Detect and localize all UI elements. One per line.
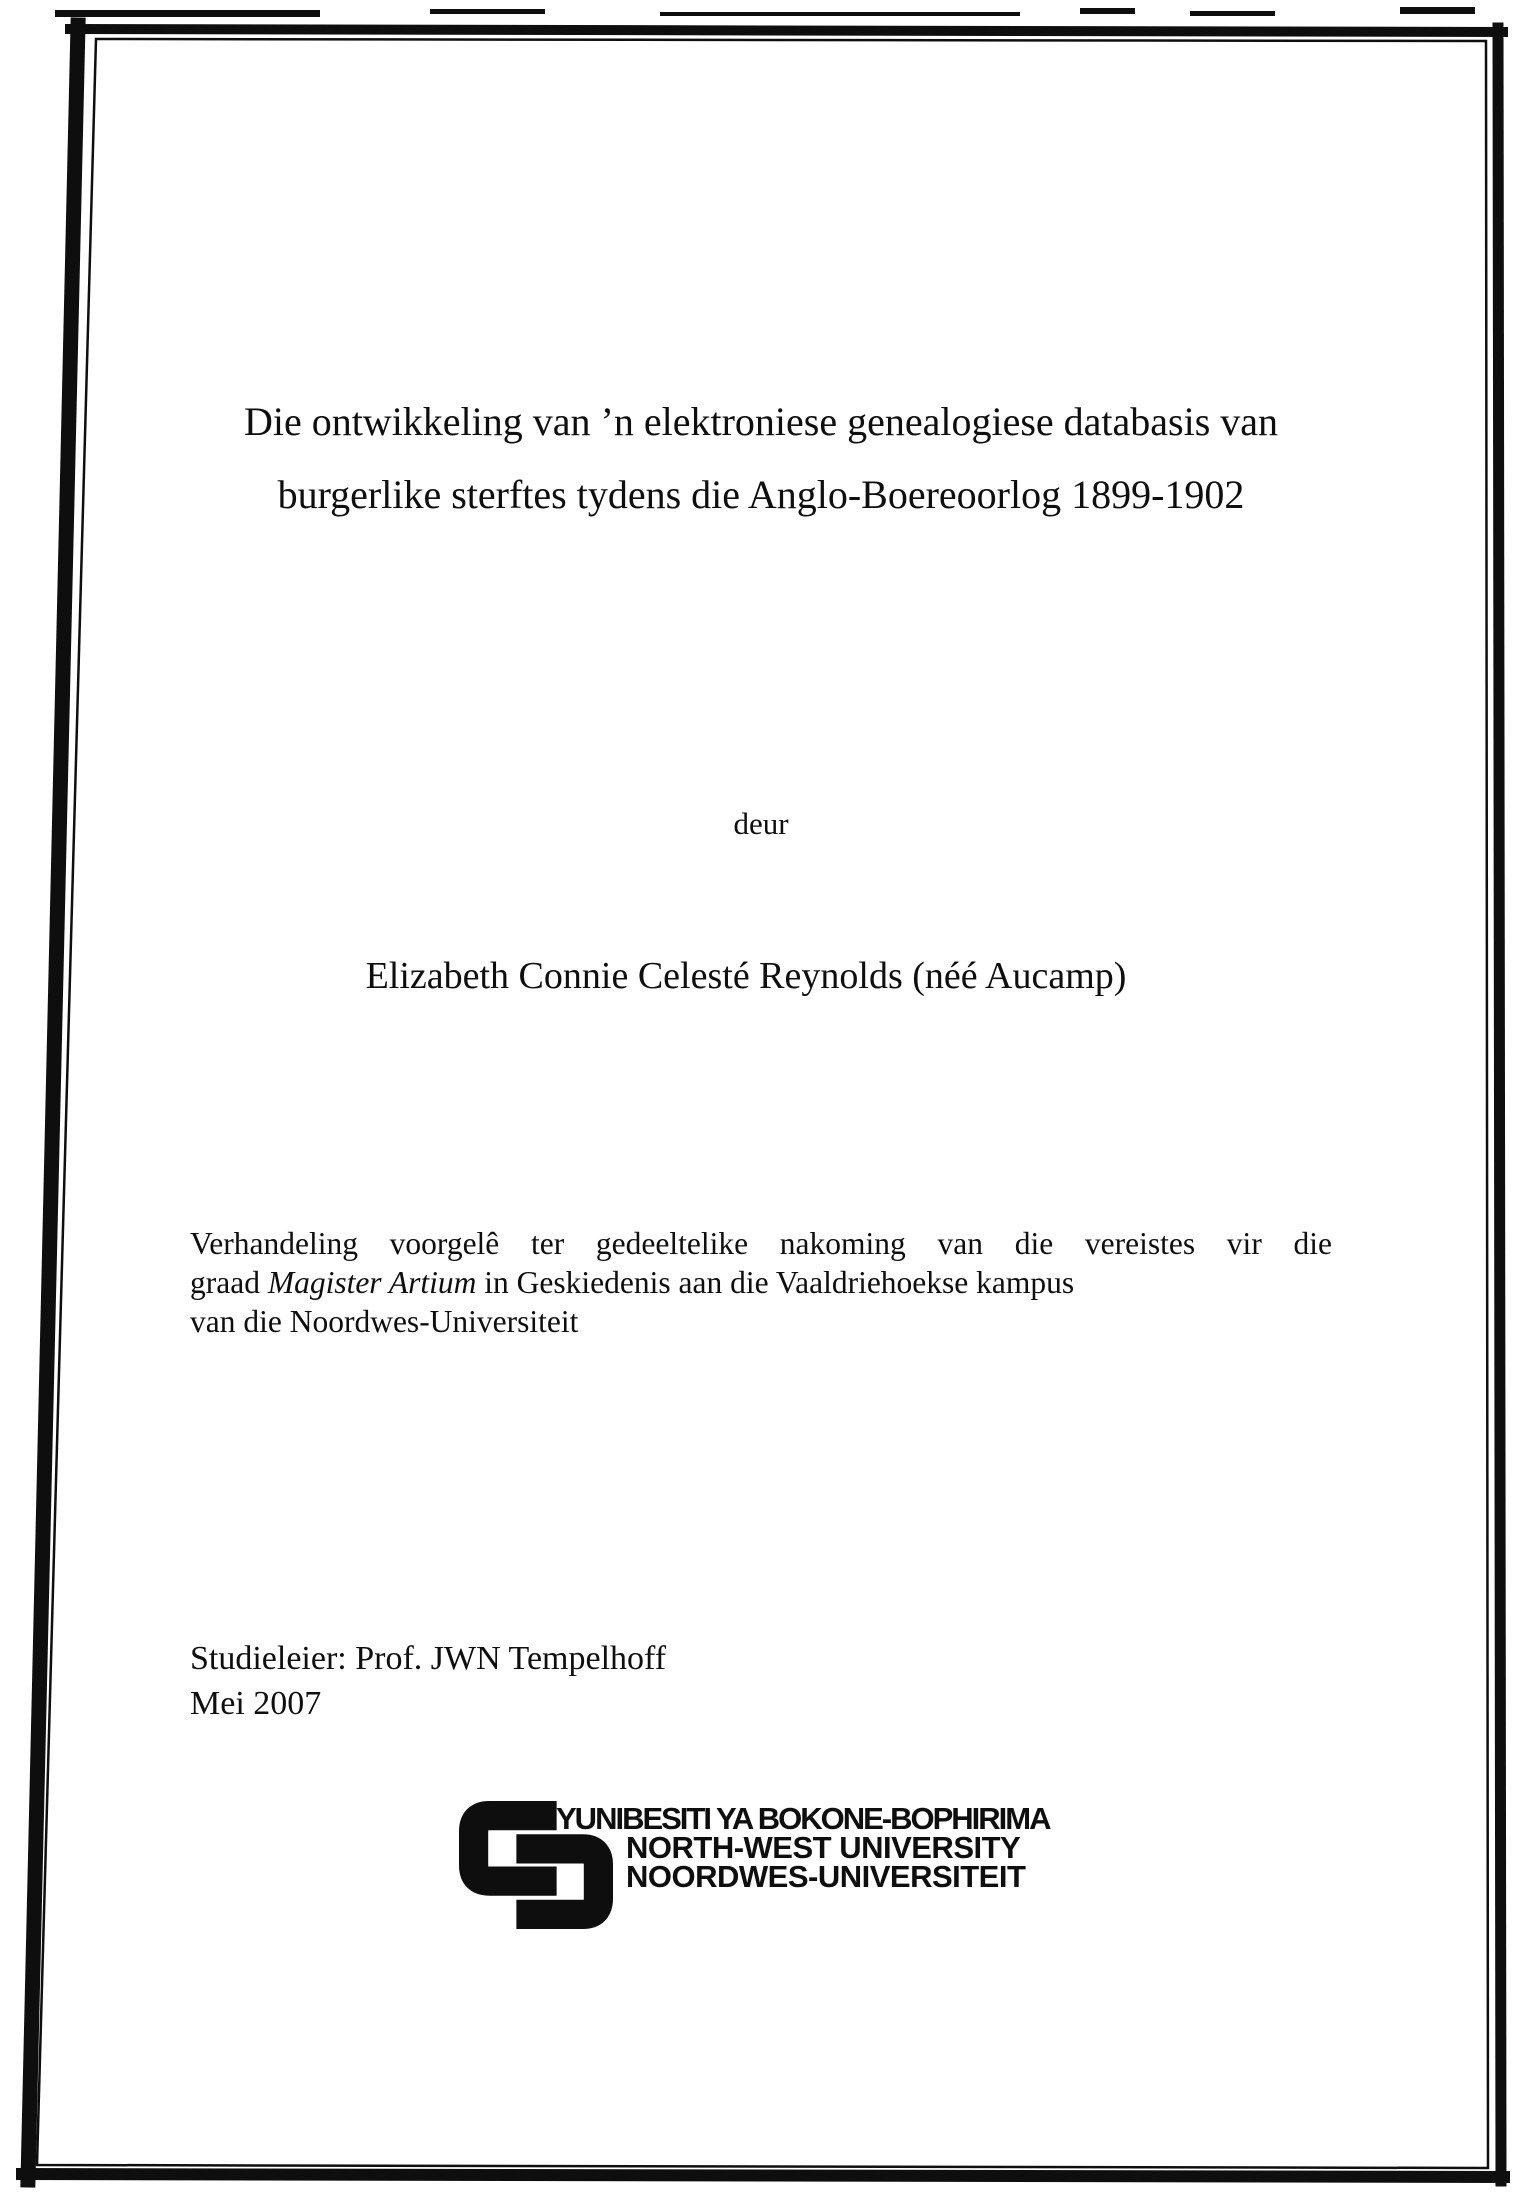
thesis-title (190, 385, 1332, 531)
supervisor-line: Studieleier: Prof. JWN Tempelhoff (190, 1640, 667, 1677)
submission-statement (190, 1224, 1332, 1341)
thesis-title-line2: burgerlike sterftes tydens die Anglo-Boereoorlog 1899-1902 (277, 472, 1245, 517)
outer-border-bottom (22, 2174, 1504, 2177)
statement-line2 (190, 1263, 1332, 1302)
statement-line3: van die Noordwes-Universiteit (190, 1304, 579, 1339)
university-wordmark (556, 1801, 1119, 1894)
scan-artifacts (55, 7, 1475, 17)
supervisor-block (190, 1636, 1090, 1726)
outer-border-top (70, 29, 1503, 32)
wordmark-setswana: YUNIBESITI YA BOKONE-BOPHIRIMA (556, 1801, 1050, 1836)
date-line: Mei 2007 (190, 1685, 322, 1722)
statement-line2-prefix: graad (190, 1265, 268, 1300)
thesis-title-line1: Die ontwikkeling van ’n elektroniese genealogiese databasis van (243, 399, 1279, 444)
wordmark-english: NORTH-WEST UNIVERSITY (626, 1830, 1021, 1865)
outer-border-left (28, 25, 78, 2180)
wordmark-afrikaans: NOORDWES-UNIVERSITEIT (626, 1859, 1026, 1894)
statement-line1: Verhandeling voorgelê ter gedeeltelike nakoming van die vereistes vir die (190, 1226, 1332, 1261)
outer-border-right (1498, 28, 1501, 2181)
degree-name: Magister Artium (267, 1265, 477, 1300)
statement-line2-suffix: in Geskiedenis aan die Vaaldriehoekse kampus (476, 1265, 1075, 1300)
byline: deur (733, 806, 789, 841)
author-name: Elizabeth Connie Celesté Reynolds (néé Aucamp) (365, 955, 1127, 997)
